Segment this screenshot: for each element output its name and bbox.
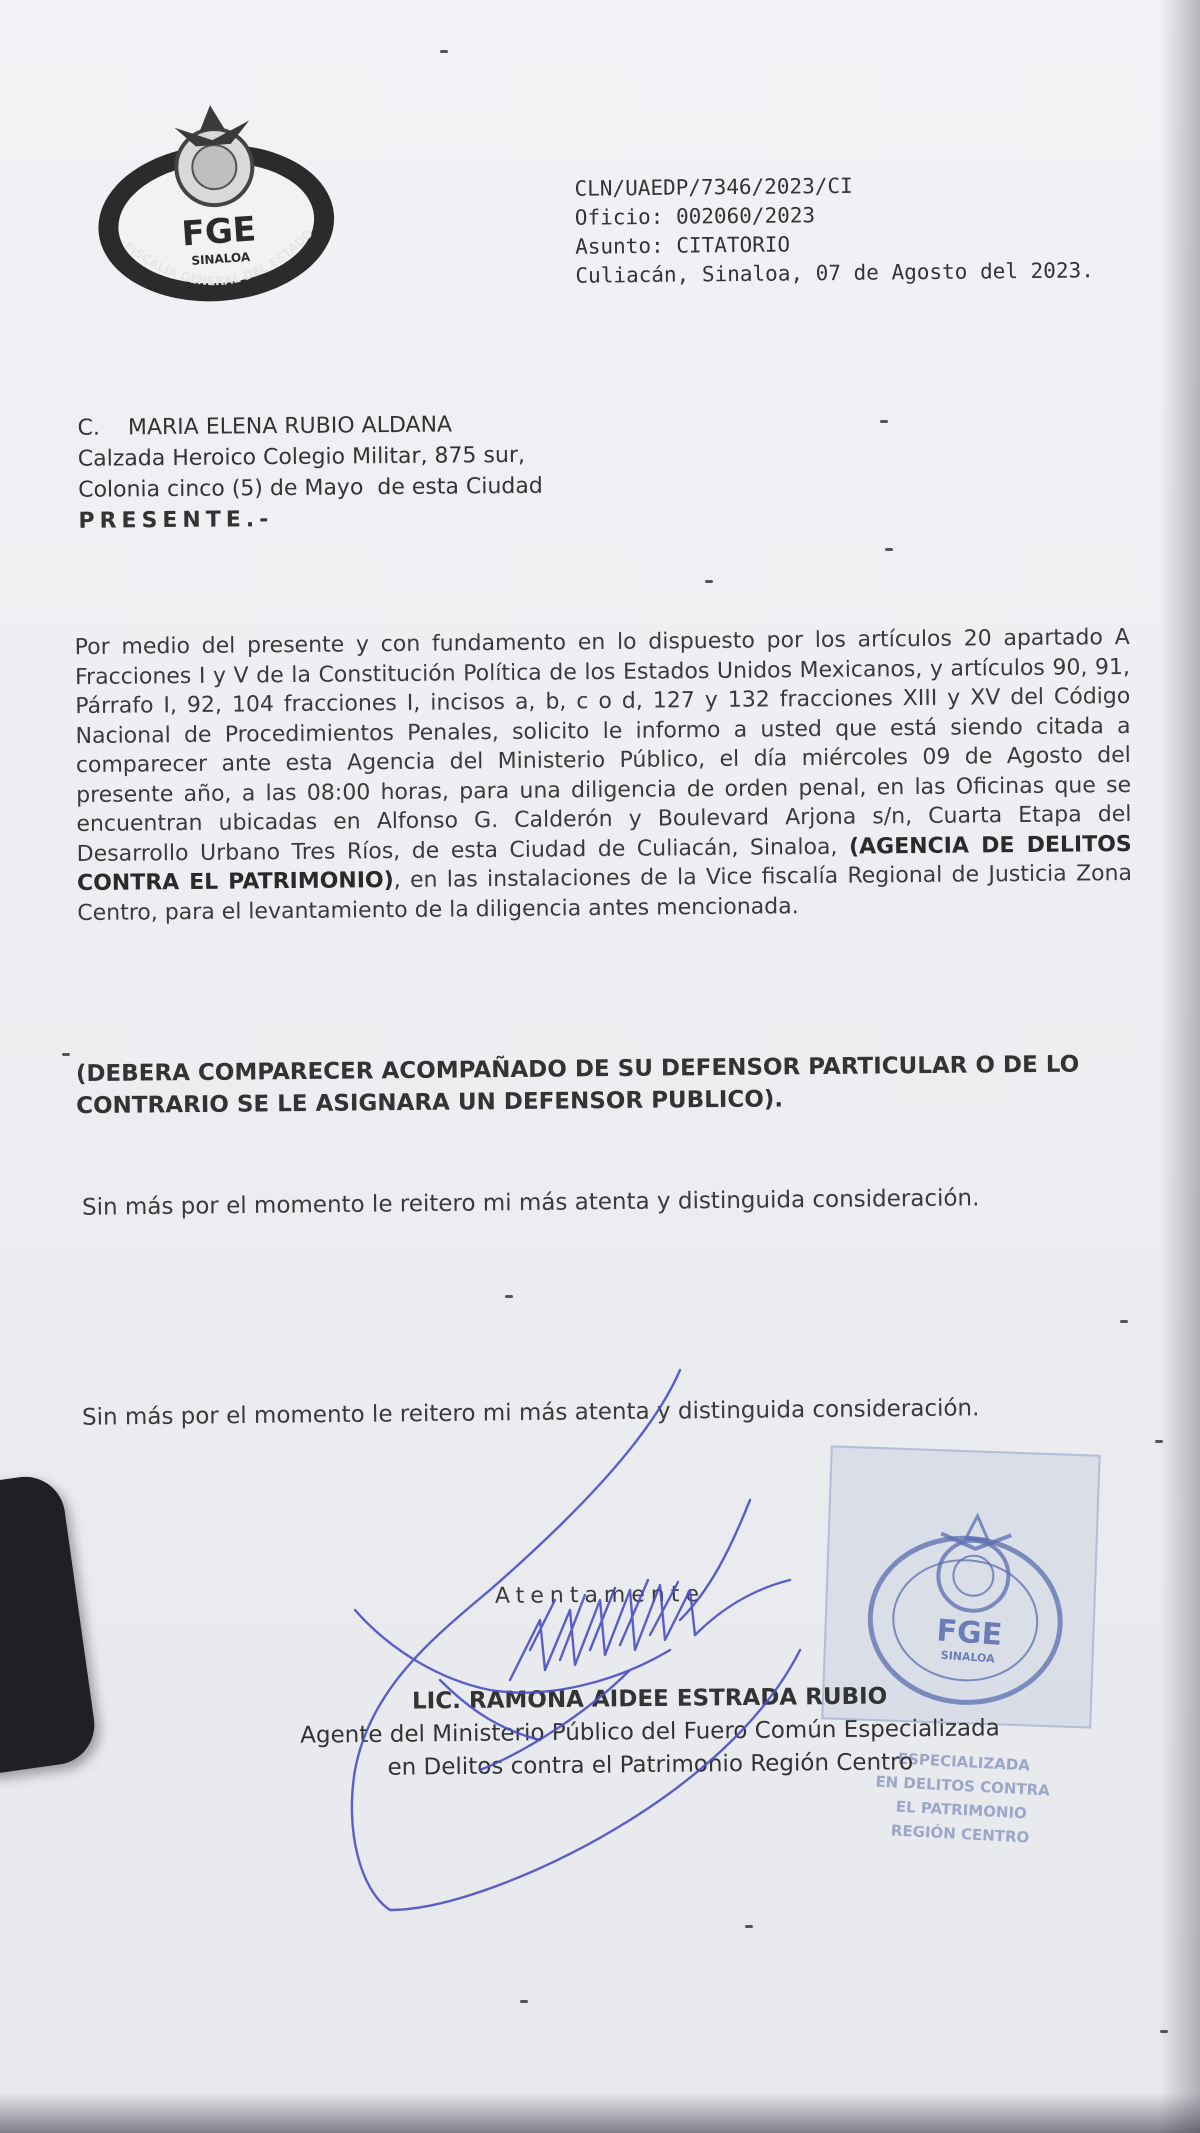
closing-line-1: Sin más por el momento le reitero mi más atenta y distinguida consideración.	[81, 1185, 980, 1221]
stamp-logo-text: FGE	[935, 1613, 1004, 1653]
reference-block	[574, 169, 1095, 290]
signer-title-2: en Delitos contra el Patrimonio Región Centro	[387, 1749, 914, 1781]
defender-notice: (DEBERA COMPARECER ACOMPAÑADO DE SU DEFENSOR PARTICULAR O DE LO CONTRARIO SE LE ASIGNARA UN DEFENSOR PUBLICO).	[75, 1051, 1080, 1120]
paper-speck	[705, 580, 713, 583]
handwritten-signature	[330, 1350, 850, 1930]
logo-text: FGE	[180, 209, 258, 255]
fge-logo	[85, 85, 350, 310]
paper-speck	[440, 50, 448, 53]
signer-name: LIC. RAMONA AIDEE ESTRADA RUBIO	[411, 1683, 888, 1715]
paper-speck	[885, 548, 893, 551]
paper-bottom-shadow	[0, 2093, 1200, 2133]
body-text: Por medio del presente y con fundamento en lo dispuesto por los artículos 20 apartado A Fracciones I y V de la Constitución Política de los Estados Unidos Mexicanos, y artículos 90, 91, Párrafo I, 92, 104 fracciones I, incisos a, b, c o d, 127 y 132 fracciones XIII y XV del Código Nacional de Procedimientos Penales, solicito le informo a usted que está siendo citada a comparecer ante esta Agencia del Ministerio Público, el día miércoles 09 de Agosto del presente año, a las 08:00 horas, para una diligencia de orden penal, en las Oficinas que se encuentran ubicadas en Alfonso G. Calderón y Boulevard Arjona s/n, Cuarta Etapa del Desarrollo Urbano Tres Ríos, de esta Ciudad de Culiacán, Sinaloa,	[74, 624, 1132, 867]
body-text-end: , en las instalaciones de la Vice fiscalía Regional de Justicia Zona Centro, para el levantamiento de la diligencia antes mencionada.	[77, 860, 1133, 926]
closing-line-2: Sin más por el momento le reitero mi más atenta y distinguida consideración.	[81, 1395, 980, 1431]
file-number: CLN/UAEDP/7346/2023/CI	[574, 173, 853, 201]
paper-speck	[520, 2000, 528, 2003]
stamp-line: REGIÓN CENTRO	[890, 1821, 1030, 1847]
phone-object	[0, 1472, 99, 1779]
addressee-name: C. MARIA ELENA RUBIO ALDANA	[77, 412, 453, 441]
logo-ring-text: FISCALÍA GENERAL DEL ESTADO	[121, 226, 316, 289]
body-paragraph	[75, 623, 1133, 928]
addressee-block	[77, 407, 718, 537]
subject: Asunto: CITATORIO	[575, 232, 791, 259]
paper-speck	[62, 1053, 70, 1056]
presente-label: PRESENTE.-	[78, 507, 274, 534]
atentamente-label: Atentamente	[494, 1582, 706, 1609]
addressee-colony: Colonia cinco (5) de Mayo de esta Ciudad	[78, 473, 543, 503]
paper-speck	[880, 420, 888, 423]
addressee-street: Calzada Heroico Colegio Militar, 875 sur,	[77, 442, 526, 472]
stamp-line: EL PATRIMONIO	[895, 1797, 1028, 1823]
oficio-number: Oficio: 002060/2023	[574, 203, 816, 230]
place-date: Culiacán, Sinaloa, 07 de Agosto del 2023.	[575, 258, 1094, 288]
stamp-logo-subtext: SINALOA	[940, 1648, 996, 1666]
paper-speck	[745, 1925, 753, 1928]
stamp-line: ESPECIALIZADA	[897, 1749, 1031, 1775]
paper-speck	[505, 1295, 513, 1298]
paper-speck	[1120, 1320, 1128, 1323]
paper-shadow	[1160, 0, 1200, 2133]
signer-title-1: Agente del Ministerio Público del Fuero Común Especializada	[300, 1715, 1000, 1749]
signer-block	[200, 1678, 1101, 1786]
logo-subtext: SINALOA	[190, 249, 251, 268]
stamp-line: EN DELITOS CONTRA	[874, 1772, 1051, 1800]
body-agency-bold: (AGENCIA DE DELITOS CONTRA EL PATRIMONIO)	[76, 831, 1132, 897]
